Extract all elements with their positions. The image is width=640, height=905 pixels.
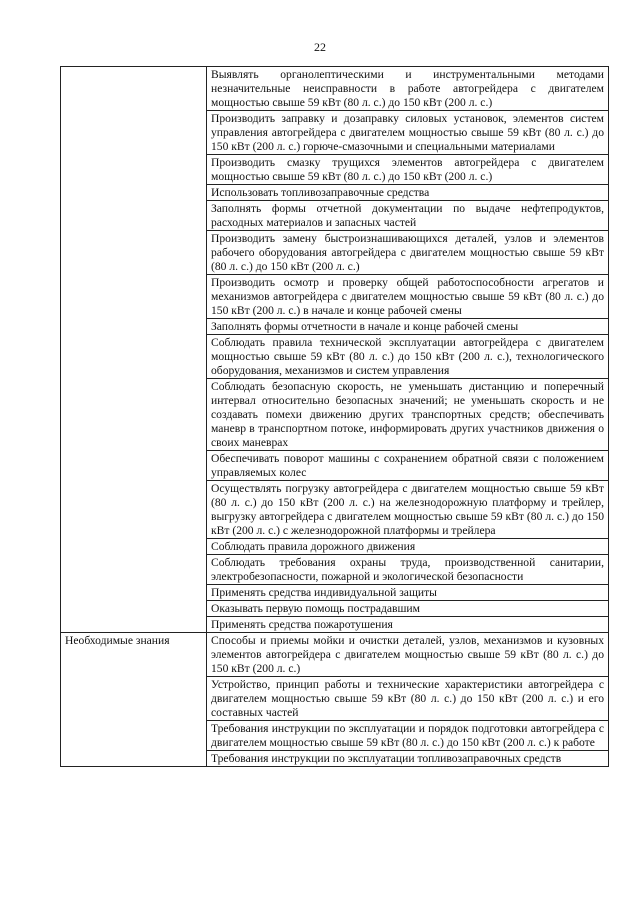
skills-item: Применять средства пожаротушения bbox=[207, 617, 609, 633]
skills-item: Соблюдать правила технической эксплуатации автогрейдера с двигателем мощностью свыше 59 кВт (80 л. с.) до 150 кВт (200 л. с.), технологического оборудования, механизмов и систем управления bbox=[207, 335, 609, 379]
page-number: 22 bbox=[314, 40, 326, 54]
skills-item: Применять средства индивидуальной защиты bbox=[207, 585, 609, 601]
competency-table bbox=[60, 66, 609, 767]
skills-item: Выявлять органолептическими и инструментальными методами незначительные неисправности в работе автогрейдера с двигателем мощностью свыше 59 кВт (80 л. с.) до 150 кВт (200 л. с.) bbox=[207, 67, 609, 111]
skills-item: Соблюдать правила дорожного движения bbox=[207, 539, 609, 555]
skills-item: Заполнять формы отчетности в начале и конце рабочей смены bbox=[207, 319, 609, 335]
knowledge-item: Требования инструкции по эксплуатации топливозаправочных средств bbox=[207, 751, 609, 767]
skills-item: Заполнять формы отчетной документации по выдаче нефтепродуктов, расходных материалов и запасных частей bbox=[207, 201, 609, 231]
skills-item: Использовать топливозаправочные средства bbox=[207, 185, 609, 201]
skills-item: Обеспечивать поворот машины с сохранением обратной связи с положением управляемых колес bbox=[207, 451, 609, 481]
skills-item: Производить заправку и дозаправку силовых установок, элементов систем управления автогрейдера с двигателем мощностью свыше 59 кВт (80 л. с.) до 150 кВт (200 л. с.) горюче-смазочными и специальными материалами bbox=[207, 111, 609, 155]
skills-item: Соблюдать требования охраны труда, производственной санитарии, электробезопасности, пожарной и экологической безопасности bbox=[207, 555, 609, 585]
skills-item: Оказывать первую помощь пострадавшим bbox=[207, 601, 609, 617]
skills-item: Производить смазку трущихся элементов автогрейдера с двигателем мощностью свыше 59 кВт (80 л. с.) до 150 кВт (200 л. с.) bbox=[207, 155, 609, 185]
skills-section-label bbox=[61, 67, 207, 633]
skills-item: Производить замену быстроизнашивающихся деталей, узлов и элементов рабочего оборудования автогрейдера с двигателем мощностью свыше 59 кВт (80 л. с.) до 150 кВт (200 л. с.) bbox=[207, 231, 609, 275]
knowledge-item: Устройство, принцип работы и технические характеристики автогрейдера с двигателем мощностью свыше 59 кВт (80 л. с.) до 150 кВт (200 л. с.) и его составных частей bbox=[207, 677, 609, 721]
skills-row bbox=[61, 67, 609, 111]
skills-item: Производить осмотр и проверку общей работоспособности агрегатов и механизмов автогрейдера с двигателем мощностью свыше 59 кВт (80 л. с.) до 150 кВт (200 л. с.) в начале и конце рабочей смены bbox=[207, 275, 609, 319]
knowledge-item: Требования инструкции по эксплуатации и порядок подготовки автогрейдера с двигателем мощностью свыше 59 кВт (80 л. с.) до 150 кВт (200 л. с.) к работе bbox=[207, 721, 609, 751]
skills-item: Соблюдать безопасную скорость, не уменьшать дистанцию и поперечный интервал относительно безопасных значений; не уменьшать скорость и не создавать помехи движению других транспортных средств; обеспечивать маневр в транспортном потоке, информировать других участников движения о своих маневрах bbox=[207, 379, 609, 451]
knowledge-row bbox=[61, 633, 609, 677]
knowledge-section-label: Необходимые знания bbox=[61, 633, 207, 767]
knowledge-item: Способы и приемы мойки и очистки деталей, узлов, механизмов и кузовных элементов автогрейдера с двигателем мощностью свыше 59 кВт (80 л. с.) до 150 кВт (200 л. с.) bbox=[207, 633, 609, 677]
skills-item: Осуществлять погрузку автогрейдера с двигателем мощностью свыше 59 кВт (80 л. с.) до 150 кВт (200 л. с.) на железнодорожную платформу и трейлер, выгрузку автогрейдера с двигателем мощностью свыше 59 кВт (80 л. с.) до 150 кВт (200 л. с.) с железнодорожной платформы и трейлера bbox=[207, 481, 609, 539]
